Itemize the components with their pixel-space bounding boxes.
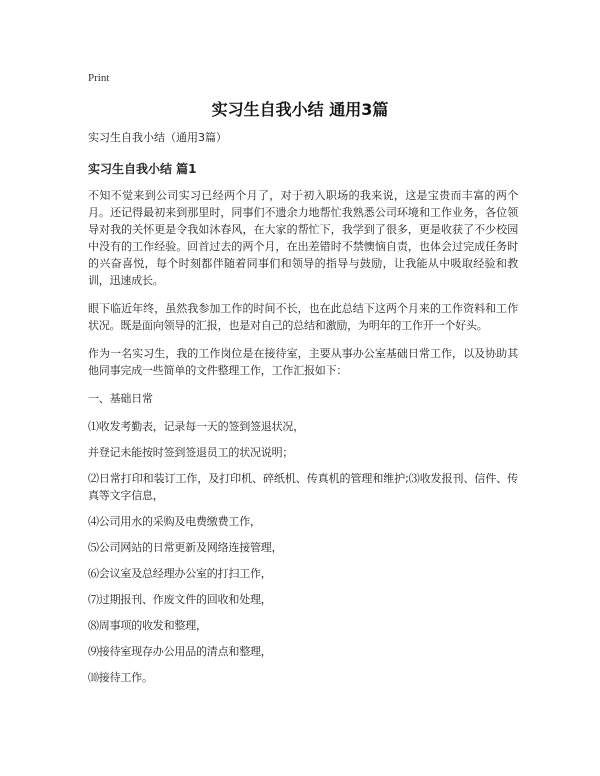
list-item: ⑹会议室及总经理办公室的打扫工作， xyxy=(88,567,272,580)
paragraph-subheading: 一、基础日常 xyxy=(88,392,153,405)
list-item: ⑼接待室现存办公用品的清点和整理， xyxy=(88,645,272,658)
list-item: ⑷公司用水的采购及电费缴费工作， xyxy=(88,515,261,528)
paragraph-summary: 眼下临近年终，虽然我参加工作的时间不长，也在此总结下这两个月来的工作资料和工作状况。既是面向领导的汇报，也是对自己的总结和激励，为明年的工作开一个好头。 xyxy=(88,302,518,332)
list-item: ⑽接待工作。 xyxy=(88,671,153,684)
document-subtitle: 实习生自我小结（通用3篇） xyxy=(88,131,227,144)
page-title: 实习生自我小结 通用3篇 xyxy=(211,100,389,119)
print-link[interactable]: Print xyxy=(88,72,110,84)
list-item: ⑴收发考勤表，记录每一天的签到签退状况， xyxy=(88,420,304,433)
list-item: ⑵日常打印和装订工作，及打印机、碎纸机、传真机的管理和维护;⑶收发报刊、信件、传真等文字信息， xyxy=(88,472,518,502)
list-item: ⑻周事项的收发和整理， xyxy=(88,619,207,632)
article-body xyxy=(88,187,518,695)
section-heading: 实习生自我小结 篇1 xyxy=(88,162,197,176)
list-item: ⑸公司网站的日常更新及网络连接管理， xyxy=(88,541,283,554)
paragraph-intro: 不知不觉来到公司实习已经两个月了，对于初入职场的我来说，这是宝贵而丰富的两个月。还记得最初来到那里时，同事们不遗余力地帮忙我熟悉公司环境和工作业务，各位领导对我的关怀更是令我如沐春风，在大家的帮忙下，我学到了很多，更是收获了不少校园中没有的工作经验。回首过去的两个月，在出差错时不禁懊恼自责，也体会过完成任务时的兴奋喜悦，每个时刻都伴随着同事们和领导的指导与鼓励，让我能从中吸取经验和教训，迅速成长。 xyxy=(88,189,518,287)
paragraph-role: 作为一名实习生，我的工作岗位是在接待室，主要从事办公室基础日常工作，以及协助其他同事完成一些简单的文件整理工作，工作汇报如下： xyxy=(88,347,518,377)
list-item: 并登记未能按时签到签退员工的状况说明； xyxy=(88,446,294,459)
list-item: ⑺过期报刊、作废文件的回收和处理， xyxy=(88,593,272,606)
